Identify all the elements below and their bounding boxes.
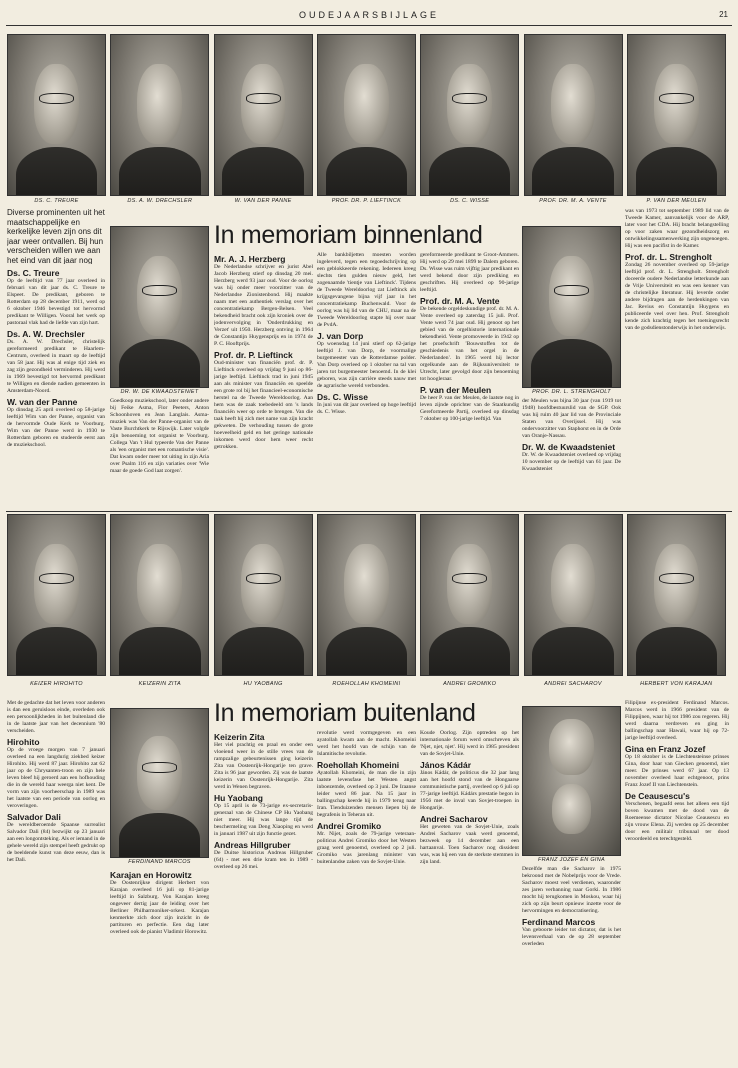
article-text: Ds. A. W. Drechsler, christelijk gereformeerd predikant te Haarlem-Centrum, overleed in maart op de leeftijd van 58 jaar. Hij was al enige tijd ziek en zag zijn gezondheid verminderen. Hij werd in 1969 bevestigd tot hervormd predikant te Willigen en diende nadien gemeenten in Amsterdam-Noord.: [7, 339, 105, 394]
mid-row-caption: HU YAOBANG: [243, 681, 283, 687]
page-header: [6, 4, 732, 26]
binnenland-column-7: [625, 208, 729, 508]
article-text: Op 15 april is de 73-jarige ex-secretaris-generaal van de Chinese CP Hu Yaobang niet meer. Hij was lange tijd de beschermeling van Deng Xiaoping en werd in januari 1987 uit zijn functie gezet.: [214, 803, 313, 837]
article-heading: Ferdinand Marcos: [522, 917, 596, 927]
section-title: OUDEJAARSBIJLAGE: [298, 10, 440, 20]
buitenland-column-1: [7, 700, 105, 1062]
photo-marcos: [110, 708, 209, 858]
top-row-photo: [7, 34, 106, 196]
article-text: der Meulen was bijna 30 jaar (van 1919 tot 1948) hoofdbestuurslid van de SGP. Ook was hij ruim 40 jaar lid van de Provinciale Staten van Overijssel. Hij was ondervoorzitter van Staphorst en in de Orde van Oranje-Nassau.: [522, 398, 621, 439]
buitenland-column-3: [214, 730, 313, 1062]
article-heading: P. van der Meulen: [420, 385, 492, 395]
top-row-photo: [214, 34, 313, 196]
binnenland-headline: In memoriam binnenland: [214, 221, 483, 249]
article-text: De wereldberoemde Spaanse surrealist Salvador Dali (84) bezwijkt op 23 januari aan een longontsteking. Als er iemand in de gehele wereld zijn stempel heeft gedrukt op de beeldende kunst van deze eeuw, dan is het Dali.: [7, 822, 105, 863]
photo-franz-jozef-gina: [522, 706, 621, 856]
top-row-caption: PROF. DR. P. LIEFTINCK: [331, 198, 402, 204]
article-heading: Hirohito: [7, 737, 40, 747]
article-text: De bekende orgeldeskundige prof. dr. M. A. Vente overleed op zaterdag 15 juli. Prof. Vente werd 74 jaar oud. Hij genoot op het gebied van de orgelhistorie internationale bekendheid. Vente promoveerde in 1942 op het proefschrift 'Bouwstoffen tot de geschiedenis van het orgel in de Nederlanden'. In 1965 werd hij lector orgelkunde aan de Rijksuniversiteit te Utrecht, later gevolgd door zijn benoeming tot hoogleraar.: [420, 306, 519, 382]
article-heading: Mr. A. J. Herzberg: [214, 254, 286, 264]
mid-row-photo: [524, 514, 623, 676]
article-heading: De Ceausescu's: [625, 791, 690, 801]
buitenland-column-2: [110, 868, 209, 1062]
article-text: De Duitse historicus Andreas Hillgruber (64) - met een drie kram ten in 1989 - overleed op 26 mei.: [214, 850, 313, 870]
caption-de-kwaadsteniet: DR. W. DE KWAADSTENIET: [120, 389, 199, 395]
mid-row-photo: [214, 514, 313, 676]
article-heading: Ds. C. Treure: [7, 268, 60, 278]
article-text: Koude Oorlog. Zijn optreden op het internationale forum werd omschreven als 'Njet, njet, njet'. Hij werd in 1985 president van de Sovjet-Unie.: [420, 730, 519, 757]
article-text: Het viel prachtig en praal en onder een vloeiend weer in de stille vrees van de rampzalige gebeurtenissen ging keizerin Zita van Oostenrijk-Hongarije ten grave. Zita is 96 jaar geworden. Zij was de laatste keizerin van Oostenrijk-Hongarije. Zita werd in Wenen begraven.: [214, 742, 313, 790]
article-text: gereformeerde predikant te Groot-Ammers. Hij werd op 29 mei 1899 te Dalem geboren. Ds. Wisse was ruim vijftig jaar predikant en werd bekend door zijn prediking en geschriften. Hij overleed op 90-jarige leeftijd.: [420, 252, 519, 293]
top-row-photo: [317, 34, 416, 196]
article-text: Op woensdag 14 juni stierf op 62-jarige leeftijd J. van Dorp, de voormalige burgemeester van de Rotterdamse polder. Van Dorp overleed op 1 oktober na tal van jaren tot burgemeester benoemd. In de klei geboren, was zijn carrière steeds nauw met de agrarische wereld verbonden.: [317, 341, 416, 389]
article-heading: Prof. dr. M. A. Vente: [420, 296, 500, 306]
article-heading: Dr. W. de Kwaadsteniet: [522, 442, 616, 452]
top-row-photo: [110, 34, 209, 196]
article-text: Zondag 26 november overleed op 59-jarige leeftijd prof. dr. L. Strengholt. Strengholt doceerde oudere Nederlandse letterkunde aan de Vrije Universiteit en was een kenner van de christelijke literatuur. Hij leverde onder andere bijdragen aan de herdenkingen van Jac. Revius en Constantijn Huygens en publiceerde veel over hen. Prof. Strengholt kende zich krachtig tegen het toetsingsrecht van de godsdienstonderwijs in het onderwijs.: [625, 262, 729, 331]
article-heading: Salvador Dali: [7, 812, 61, 822]
article-heading: Andrei Sacharov: [420, 814, 488, 824]
top-row-caption: P. VAN DER MEULEN: [646, 198, 707, 204]
article-heading: Ds. A. W. Drechsler: [7, 329, 85, 339]
article-text: Verschenen, begaafd eens het alleen een tijd boven kwamen met de dood van de Roemeense dictator Nicolae Ceausescu en zijn vrouw Elena. Zij werden op 25 december door een militair tribunaal ter dood veroordeeld en terechtgesteld.: [625, 801, 729, 842]
article-heading: Karajan en Horowitz: [110, 870, 192, 880]
article-heading: János Kádár: [420, 760, 472, 770]
binnenland-column-3: [214, 252, 313, 508]
article-text: De Oostenrijkse dirigent Herbert von Karajan overleed 16 juli op 81-jarige leeftijd in Salzburg. Von Karajan kreeg ongeveer dertig jaar de leiding over het Berliner Philharmoniker-orkest. Karajan kenmerkte zich door zijn inzicht in de partituren en perfectie. Een dag later overleed ook de pianist Vladimir Horowitz.: [110, 880, 209, 935]
article-heading: Hu Yaobang: [214, 793, 263, 803]
article-text: Filipijnse ex-president Ferdinand Marcos. Marcos werd in 1966 president van de Filippijnen, waar hij tot 1986 zou regeren. Hij werd daarna verdreven en ging in ballingschap naar Hawaii, waar hij op 72-jarige leeftijd overleed.: [625, 700, 729, 741]
article-heading: Roehollah Khomeini: [317, 760, 400, 770]
article-text: revolutie werd vormgegeven en een ayatollah kwam aan de macht. Khomeini werd het hoofd van de schijn van de Islamitische revolutie.: [317, 730, 416, 757]
buitenland-column-5: [420, 730, 519, 1062]
article-text: Op 18 oktober is de Liechtensteinse prinses Gina, door haar van Giecken genoemd, niet meer. De prinses werd 67 jaar. Op 13 november overleed haar echtgenoot, prins Franz Jozef II van Liechtenstein.: [625, 754, 729, 788]
article-text: In juni van dit jaar overleed op hoge leeftijd ds. C. Wisse.: [317, 402, 416, 415]
mid-row-caption: KEIZER HIROHITO: [30, 681, 83, 687]
binnenland-intro: Diverse prominenten uit het maatschappelijke en kerkelijke leven zijn ons dit jaar weer ontvallen. Bij hun verscheiden willen we aan het eind van dit jaar nog: [7, 208, 105, 264]
article-text: Ayatollah Khomeini, de man die in zijn laatste levensfase het Westen angst inboezemde, overleed op 3 juni. De Iraanse leider werd 86 jaar. Na 15 jaar in ballingschap keerde hij in 1979 terug naar Iran. Tienduizenden mensen liepen bij de begrafenis in Teheran uit.: [317, 770, 416, 818]
top-row-photo: [627, 34, 726, 196]
article-heading: Gina en Franz Jozef: [625, 744, 706, 754]
article-text: Alle bankbiljetten moesten worden ingeleverd, tegen een tegoedschrijving op een geblokkeerde rekening. Iedereen kreeg slechts tien gulden nieuw geld, het zogenaamde 'tientje van Lieftinck'. Tijdens de Tweede Wereldoorlog zat Lieftinck als krijgsgevangene bijna vijf jaar in het concentratiekamp Buchenwald. Voor de oorlog was hij lid van de CHU, maar na de Tweede Wereldoorlog stapte hij over naar de PvdA.: [317, 252, 416, 328]
article-text: was van 1973 tot september 1989 lid van de Tweede Kamer, aanvankelijk voor de ARP, later voor het CDA. Hij bracht belangstelling op voor zaken waar gezondheidszorg en ontwikkelingssamenwerking zijn ongenoegen. Hij was een pacifist in de Kamer.: [625, 208, 729, 249]
top-row-caption: DS. C. TREURE: [34, 198, 79, 204]
article-text: Op dinsdag 25 april overleed op 58-jarige leeftijd Wim van der Panne, organist van de hervormde Oude Kerk te Voorburg. Wim van der Panne werd in 1930 te Rotterdam geboren en studeerde eerst aan de muziekschool.: [7, 407, 105, 448]
article-heading: J. van Dorp: [317, 331, 364, 341]
mid-row-photo: [317, 514, 416, 676]
caption-franz-jozef-gina: FRANZ JOZEF EN GINA: [537, 857, 606, 863]
photo-strengholt: [522, 226, 621, 388]
mid-row-caption: KEIZERIN ZITA: [138, 681, 181, 687]
section-divider: [6, 511, 732, 512]
article-heading: Andrei Gromiko: [317, 821, 382, 831]
binnenland-column-5: [420, 252, 519, 508]
article-heading: Ds. C. Wisse: [317, 392, 368, 402]
caption-marcos: FERDINAND MARCOS: [128, 859, 191, 865]
page-number: 21: [719, 10, 728, 19]
article-text: Van geboorte leider tot dictator, dat is het levensverhaal van de op 28 september overleden: [522, 927, 621, 947]
mid-row-caption: ANDREI SACHAROV: [544, 681, 602, 687]
mid-row-caption: ANDREI GROMIKO: [443, 681, 497, 687]
top-row-caption: DS. A. W. DRECHSLER: [127, 198, 193, 204]
buitenland-headline: In memoriam buitenland: [214, 699, 476, 727]
article-text: Het geweten van de Sovjet-Unie, zoals Andrei Sacharov vaak werd genoemd, bezweek op 14 december aan een hartaanval. Toen Sacharov nog dissident was, was hij een van de sterkste stemmen in zijn land.: [420, 824, 519, 865]
buitenland-column-6: [522, 866, 621, 1062]
binnenland-column-6: [522, 398, 621, 508]
article-text: János Kádár, de politicus die 32 jaar lang aan het hoofd stond van de Hongaarse communistische partij, overleed op 6 juli op 77-jarige leeftijd. Kádárs prestatie begon in 1956 met de inval van Sovjet-troepen in Hongarije.: [420, 770, 519, 811]
top-row-caption: DS. C. WISSE: [450, 198, 490, 204]
top-row-photo: [524, 34, 623, 196]
buitenland-column-7: [625, 700, 729, 1062]
top-row-photo: [420, 34, 519, 196]
top-row-caption: PROF. DR. M. A. VENTE: [539, 198, 607, 204]
top-row-caption: W. VAN DER PANNE: [234, 198, 292, 204]
article-heading: Keizerin Zita: [214, 732, 265, 742]
article-heading: Prof. dr. P. Lieftinck: [214, 350, 293, 360]
article-text: Mr. Nijet, zoals de 79-jarige veteraan-politicus Andrei Gromiko door het Westen graag werd genoemd, overleed op 2 juli. Gromiko was jarenlang minister van buitenlandse zaken van de Sovjet-Unie.: [317, 831, 416, 865]
mid-row-photo: [110, 514, 209, 676]
binnenland-column-4: [317, 252, 416, 508]
article-text: Oud-minister van financiën prof. dr. P. Lieftinck overleed op vrijdag 9 juni op 86-jarige leeftijd. Lieftinck trad in juni 1945 aan als minister van financiën en speelde een grote rol bij het financieel-economische herstel na de Tweede Wereldoorlog. Aan hem was de zaak toebedeeld om 's lands financiën weer op orde te brengen. Van die taak heeft hij zich met name van zijn kracht gekweten. De verhouding tussen de grote hoeveelheid geld en het geringe nationale inkomen werd door hem weer recht getrokken.: [214, 360, 313, 450]
article-text: Op de vroege morgen van 7 januari overleed na een langdurig ziekbed keizer Hirohito. Hij werd 87 jaar. Hirohito zat 62 jaar op de Chrysanten-troon en zijn hele leven bleef hij geroerd aan een hofhouding die in de wereld haar weerga niet kent. De vorm van zijn voorheerschap in 1989 was het laatste van een periode van oorlog en veroveringen.: [7, 747, 105, 809]
article-text: Op de leeftijd van 77 jaar overleed in februari van dit jaar ds. C. Treure te Elspeet. De predikant, geboren te Rotterdam op 28 december 1911, werd op 6 oktober 1946 bevestigd tot hervormd predikant te Willigen. Vooral het werk op pastoraal vlak had de liefde van zijn hart.: [7, 278, 105, 326]
mid-row-photo: [627, 514, 726, 676]
binnenland-column-2: Goedkoop muziekschool, later onder andere bij Feike Asma, Flor Peeters, Anton Schoonhoven en Jean Langlais. Asma-muziek was Van der Panne-organist van de Vaste Burchtkerk te Rijswijk. Later volgde zijn benoeming tot organist te Voorburg. Collega Van 't Hul typeerde Van der Panne als 'een organist met een romantische visie'. Dat kwam onder meer tot uiting in zijn Aria over Psalm 116 en zijn variaties over 'Wie maar de goede God laat zorgen'.: [110, 398, 209, 474]
mid-row-photo: [420, 514, 519, 676]
article-text: De heer P. van der Meulen, de laatste nog in leven zijnde oprichter van de Staatkundig Gereformeerde Partij, overleed op dinsdag 7 oktober op 100-jarige leeftijd. Van: [420, 395, 519, 422]
article-text: Dezelfde man die Sacharov in 1975 bekroond met de Nobelprijs voor de Vrede. Sacharov moest veel verdienen, waaronder zes jaren verbanning naar Gorki. In 1986 mocht hij terugkomen in Moskou, waar hij zich op zijn beurt opnieuw inzette voor de hervormingen en democratisering.: [522, 866, 621, 914]
caption-strengholt: PROF. DR. L. STRENGHOLT: [532, 389, 611, 395]
mid-row-caption: HERBERT VON KARAJAN: [640, 681, 713, 687]
article-text: Dr. W. de Kwaadsteniet overleed op vrijdag 10 november op de leeftijd van 61 jaar. De Kwaadsteniet: [522, 452, 621, 472]
article-heading: Andreas Hillgruber: [214, 840, 291, 850]
mid-row-caption: ROEHOLLAH KHOMEINI: [332, 681, 401, 687]
photo-de-kwaadsteniet: [110, 226, 209, 388]
article-heading: W. van der Panne: [7, 397, 78, 407]
article-heading: Prof. dr. L. Strengholt: [625, 252, 712, 262]
mid-row-photo: [7, 514, 106, 676]
binnenland-column-1: [7, 266, 105, 508]
article-text: De Nederlandse schrijver en jurist Abel Jacob Herzberg stierf op dinsdag 20 mei. Herzberg werd 93 jaar oud. Voor de oorlog was hij onder meer voorzitter van de Nederlandse Zionistenbond. Hij maakte naam met een authentiek verslag over het concentratiekamp Bergen-Belsen. Veel bekendheid bracht ook zijn kroniek over de jodenvervolging in 'Onderdrukking en Verzet' uit 1950. Herzberg ontving in 1964 de Constantijn Huygensprijs en in 1974 de P. C. Hooftprijs.: [214, 264, 313, 347]
buitenland-column-4: [317, 730, 416, 1062]
article-text: Met de gedachte dat het leven voor anderen is dan een geruisloos einde, overleden ook een persoonlijkheden in het buitenland die in de laatste jaar van het decennium '80 verscheiden.: [7, 700, 105, 734]
